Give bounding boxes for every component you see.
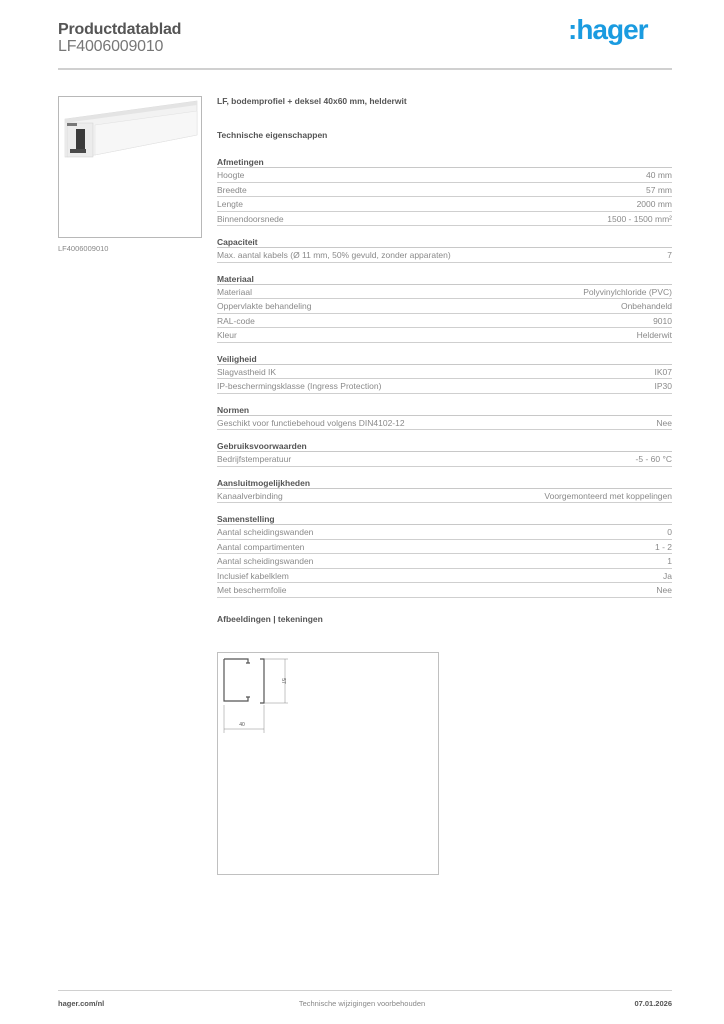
dim-height: 57 (280, 678, 286, 684)
spec-label: Materiaal (217, 286, 252, 297)
spec-row (217, 328, 672, 343)
spec-row (217, 183, 672, 198)
spec-group-title: Materiaal (217, 273, 672, 285)
spec-label: Met beschermfolie (217, 585, 287, 595)
spec-value: 57 mm (646, 184, 672, 195)
spec-value: Voorgemonteerd met koppelingen (544, 490, 672, 501)
header-divider (58, 68, 672, 70)
spec-row (217, 314, 672, 329)
spec-value: 7 (667, 250, 672, 260)
spec-group (217, 236, 672, 263)
spec-row (217, 212, 672, 227)
spec-group (217, 353, 672, 394)
spec-row (217, 379, 672, 394)
image-caption: LF4006009010 (58, 244, 109, 253)
spec-value: Nee (656, 585, 672, 595)
product-description: LF, bodemprofiel + deksel 40x60 mm, helderwit (217, 96, 407, 106)
spec-row (217, 554, 672, 569)
spec-label: Kleur (217, 330, 237, 340)
spec-group-title: Gebruiksvoorwaarden (217, 440, 672, 452)
profile-drawing (218, 653, 440, 876)
footer-disclaimer: Technische wijzigingen voorbehouden (298, 999, 426, 1008)
spec-label: RAL-code (217, 315, 255, 326)
spec-row (217, 416, 672, 431)
spec-row (217, 197, 672, 212)
spec-group (217, 440, 672, 467)
spec-label: Aantal scheidingswanden (217, 527, 314, 537)
spec-label: Lengte (217, 199, 243, 209)
spec-group-title: Samenstelling (217, 513, 672, 525)
spec-group (217, 477, 672, 504)
footer-date: 07.01.2026 (634, 999, 672, 1008)
spec-group-title: Veiligheid (217, 353, 672, 365)
spec-group-title: Afmetingen (217, 156, 672, 168)
spec-group-title: Normen (217, 404, 672, 416)
spec-value: 1500 - 1500 mm² (607, 213, 672, 224)
spec-row (217, 248, 672, 263)
spec-row (217, 569, 672, 584)
product-code: LF4006009010 (58, 38, 164, 55)
spec-label: Slagvastheid IK (217, 366, 277, 377)
spec-value: 9010 (653, 315, 672, 326)
spec-label: Hoogte (217, 170, 245, 180)
spec-value: Helderwit (636, 330, 672, 340)
spec-label: Binnendoorsnede (217, 213, 284, 224)
footer-website-link[interactable]: hager.com/nl (58, 999, 105, 1008)
spec-group-title: Capaciteit (217, 236, 672, 248)
spec-row (217, 540, 672, 555)
spec-groups (217, 156, 672, 598)
spec-value: 0 (667, 527, 672, 537)
spec-label: Oppervlakte behandeling (217, 301, 312, 311)
spec-value: IP30 (654, 381, 672, 391)
spec-row (217, 365, 672, 380)
spec-label: IP-beschermingsklasse (Ingress Protection) (217, 381, 382, 391)
spec-group (217, 273, 672, 343)
spec-label: Aantal compartimenten (217, 541, 305, 552)
spec-row (217, 489, 672, 504)
spec-label: Breedte (217, 184, 247, 195)
product-image (58, 96, 202, 238)
spec-group (217, 404, 672, 431)
spec-value: 1 - 2 (654, 541, 672, 552)
spec-label: Kanaalverbinding (217, 490, 283, 501)
spec-value: IK07 (654, 366, 672, 377)
drawings-title: Afbeeldingen | tekeningen (217, 613, 323, 624)
spec-value: Onbehandeld (620, 301, 672, 311)
spec-value: Polyvinylchloride (PVC) (583, 286, 672, 297)
page-title: Productdatablad (58, 21, 182, 38)
footer-divider (58, 990, 672, 991)
spec-label: Max. aantal kabels (Ø 11 mm, 50% gevuld, zonder apparaten) (217, 250, 451, 260)
spec-label: Inclusief kabelklem (217, 570, 289, 581)
spec-row (217, 452, 672, 467)
spec-row (217, 525, 672, 540)
spec-group-title: Aansluitmogelijkheden (217, 477, 672, 489)
cable-duct-illustration (59, 97, 202, 238)
spec-row (217, 168, 672, 183)
spec-section (217, 96, 672, 628)
hager-logo: :hager (568, 14, 648, 45)
spec-label: Aantal scheidingswanden (217, 556, 314, 566)
spec-value: -5 - 60 °C (635, 454, 672, 464)
spec-label: Bedrijfstemperatuur (217, 454, 292, 464)
specs-heading: Technische eigenschappen (217, 130, 328, 140)
spec-value: 1 (667, 556, 672, 566)
spec-label: Geschikt voor functiebehoud volgens DIN4102-12 (217, 417, 405, 428)
spec-row (217, 583, 672, 598)
spec-group (217, 513, 672, 598)
spec-value: 40 mm (646, 170, 672, 180)
technical-drawing (217, 652, 439, 875)
spec-value: Nee (656, 417, 672, 428)
dim-width: 40 (239, 722, 245, 728)
spec-value: 2000 mm (636, 199, 672, 209)
spec-group (217, 156, 672, 226)
spec-value: Ja (663, 570, 672, 581)
spec-row (217, 299, 672, 314)
spec-row (217, 285, 672, 300)
